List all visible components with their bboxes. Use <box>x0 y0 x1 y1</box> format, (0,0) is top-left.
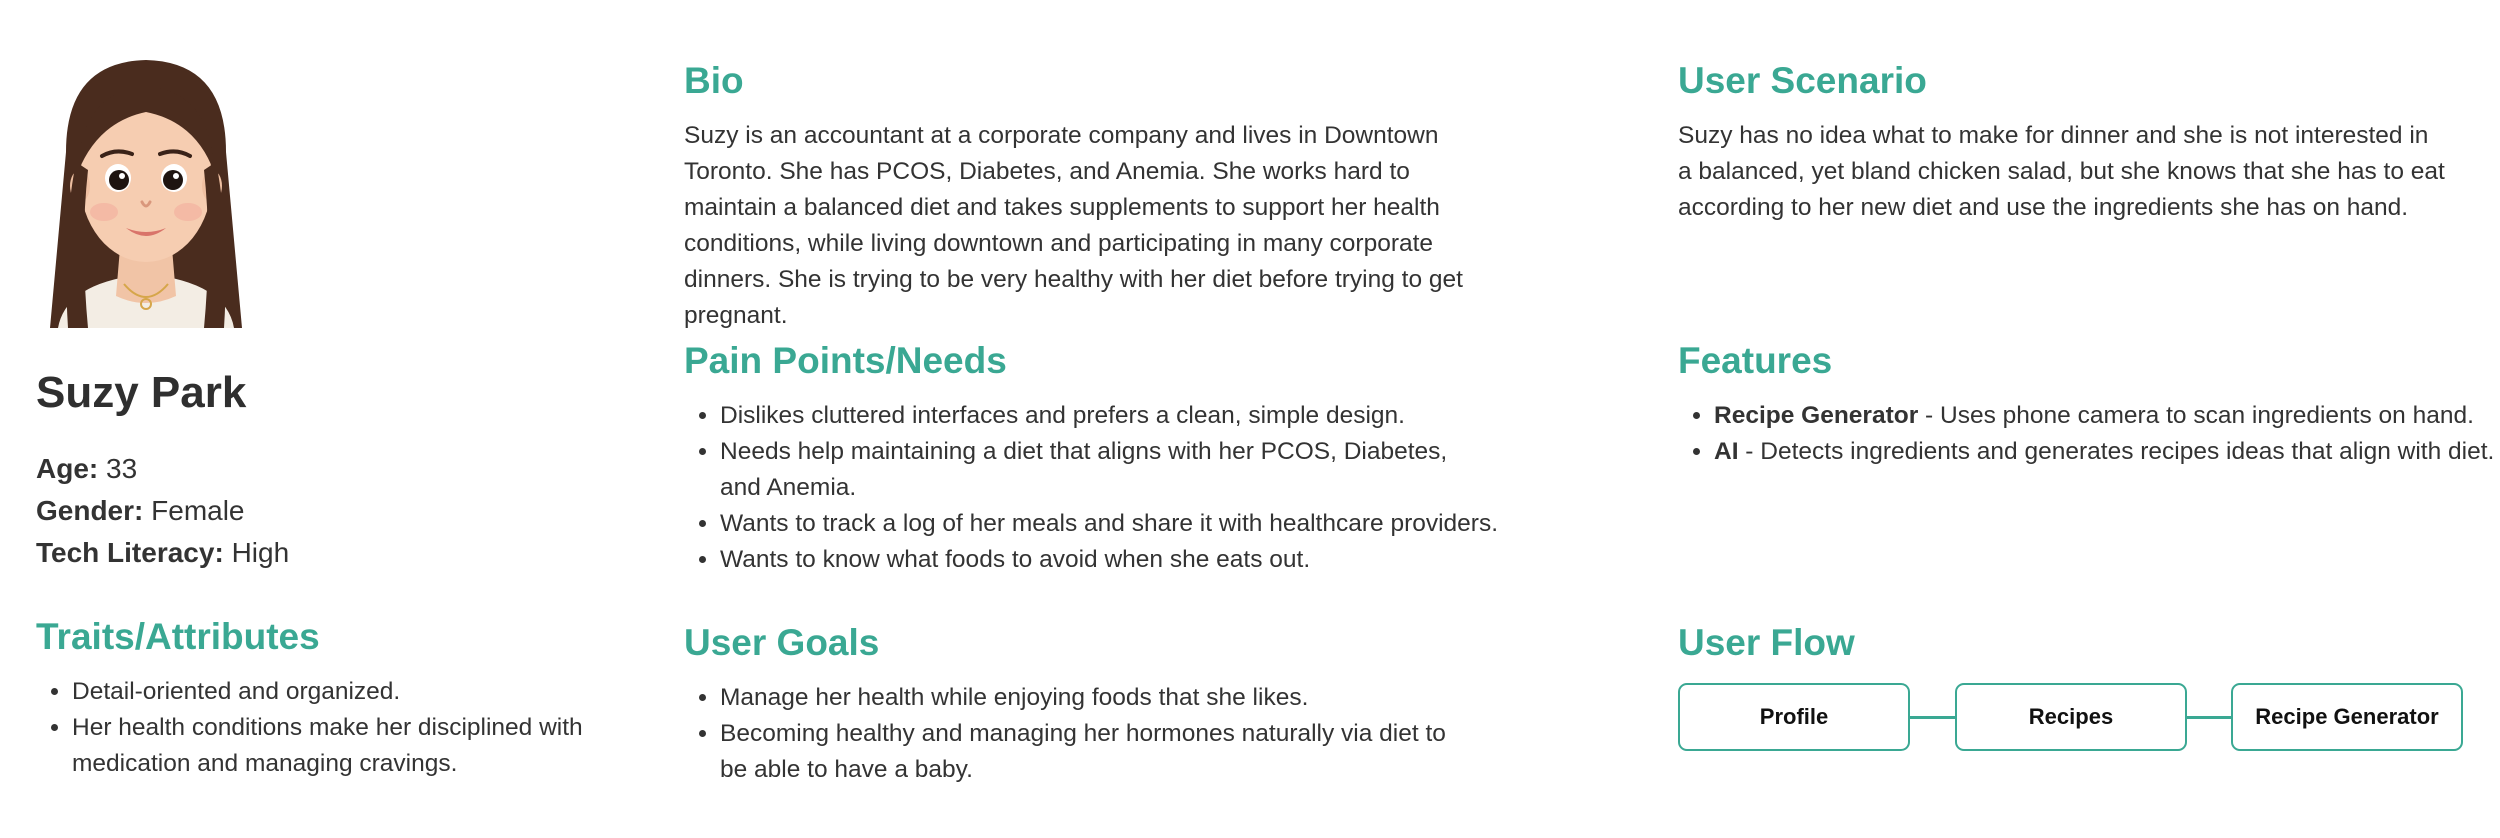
flow-connector <box>2184 716 2234 719</box>
flow-step-label: Recipes <box>2028 704 2114 729</box>
flow-step-label: Profile <box>1759 704 1829 729</box>
feature-name: AI <box>1714 438 1739 465</box>
gender-row <box>36 490 245 532</box>
flow-step-label: Recipe Generator <box>2255 704 2439 729</box>
features-heading: Features <box>1678 340 1833 381</box>
gender-value: Female <box>151 495 245 526</box>
user-scenario-heading: User Scenario <box>1678 60 1927 101</box>
tech-literacy-value: High <box>231 537 290 568</box>
user-scenario-text: Suzy has no idea what to make for dinner and she is not interested in a balanced, yet bland chicken salad, but she knows that she has to eat according to her new diet and use the ingredients she has on hand. <box>1678 122 2445 221</box>
persona-name: Suzy Park <box>36 368 247 417</box>
list-item <box>1714 434 2500 470</box>
list-item: • Wants to track a log of her meals and share it with healthcare providers. <box>720 506 1510 542</box>
gender-label: Gender: <box>36 495 144 526</box>
list-item: • Detail-oriented and organized. <box>72 674 632 710</box>
features-list <box>1678 398 2500 470</box>
age-value: 33 <box>106 453 138 484</box>
flow-step-recipe-generator[interactable] <box>2231 683 2463 751</box>
user-goals-list <box>684 680 1450 788</box>
traits-heading: Traits/Attributes <box>36 616 320 657</box>
list-item: • Becoming healthy and managing her hormones naturally via diet to be able to have a baby. <box>720 716 1450 788</box>
list-item: • Dislikes cluttered interfaces and prefers a clean, simple design. <box>720 398 1510 434</box>
tech-literacy-row <box>36 532 289 574</box>
user-goals-heading: User Goals <box>684 622 880 663</box>
list-item: • Needs help maintaining a diet that aligns with her PCOS, Diabetes, and Anemia. <box>720 434 1510 506</box>
avatar <box>36 52 256 328</box>
pain-points-heading: Pain Points/Needs <box>684 340 1007 381</box>
age-row <box>36 448 137 490</box>
flow-step-profile[interactable] <box>1678 683 1910 751</box>
flow-step-recipes[interactable] <box>1955 683 2187 751</box>
feature-name: Recipe Generator <box>1714 402 1919 429</box>
tech-literacy-label: Tech Literacy: <box>36 537 224 568</box>
feature-desc: - Detects ingredients and generates recipes ideas that align with diet. <box>1738 438 2495 465</box>
list-item <box>1714 398 2500 434</box>
bio-heading: Bio <box>684 60 744 101</box>
list-item: • Manage her health while enjoying foods that she likes. <box>720 680 1450 716</box>
feature-desc: - Uses phone camera to scan ingredients on hand. <box>1918 402 2474 429</box>
bio-text: Suzy is an accountant at a corporate company and lives in Downtown Toronto. She has PCOS, Diabetes, and Anemia. She works hard to maintain a balanced diet and takes supplements to support her health conditions, while living downtown and participating in many corporate dinners. She is trying to be very healthy with her diet before trying to get pregnant. <box>684 122 1463 329</box>
flow-connector <box>1908 716 1958 719</box>
user-flow-heading: User Flow <box>1678 622 1855 663</box>
list-item: • Wants to know what foods to avoid when she eats out. <box>720 542 1510 578</box>
traits-list <box>36 674 632 782</box>
list-item: • Her health conditions make her disciplined with medication and managing cravings. <box>72 710 632 782</box>
pain-points-list <box>684 398 1510 578</box>
age-label: Age: <box>36 453 99 484</box>
